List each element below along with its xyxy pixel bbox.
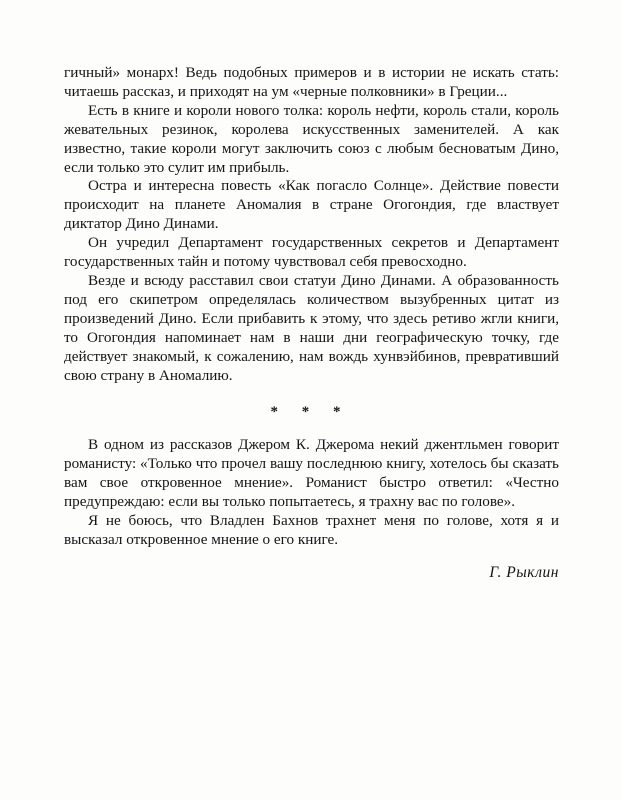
paragraph: Я не боюсь, что Владлен Бахнов трахнет меня по голове, хотя я и высказал откровенное мнение о его книге. — [64, 511, 559, 548]
section-separator: * * * — [270, 404, 351, 420]
paragraph: Везде и всюду расставил свои статуи Дино Динами. А образованность под его скипетром определялась количеством вызубренных цитат из произведений Дино. Если прибавить к этому, что здесь ретиво жгли книги, то Огогондия напоминает нам в наши дни географическую точку, где действует знакомый, к сожалению, нам вождь хунвэйбинов, превративший свою страну в Аномалию. — [64, 271, 559, 384]
paragraph: Он учредил Департамент государственных секретов и Департамент государственных тайн и потому чувствовал себя превосходно. — [64, 234, 559, 271]
paragraph: В одном из рассказов Джером К. Джерома некий джентльмен говорит романисту: «Только что прочел вашу последнюю книгу, хотелось бы сказать вам свое откровенное мнение». Романист быстро ответил: «Честно предупреждаю: если вы только попытаетесь, я трахну вас по голове». — [64, 436, 559, 510]
paragraph: Есть в книге и короли нового толка: король нефти, король стали, король жевательных резинок, королева искусственных заменителей. А как известно, такие короли могут заключить союз с любым бесноватым Дино, если только это сулит им прибыль. — [64, 101, 559, 176]
author-signature: Г. Рыклин — [489, 564, 559, 581]
review-text-bottom — [64, 436, 559, 549]
paragraph: гичный» монарх! Ведь подобных примеров и в истории не искать стать: читаешь рассказ, и приходят на ум «черные полковники» в Греции... — [64, 64, 559, 100]
paragraph: Остра и интересна повесть «Как погасло Солнце». Действие повести происходит на планете Аномалия в стране Огогондия, где властвует диктатор Дино Динами. — [64, 177, 559, 233]
review-text-top — [64, 64, 559, 385]
